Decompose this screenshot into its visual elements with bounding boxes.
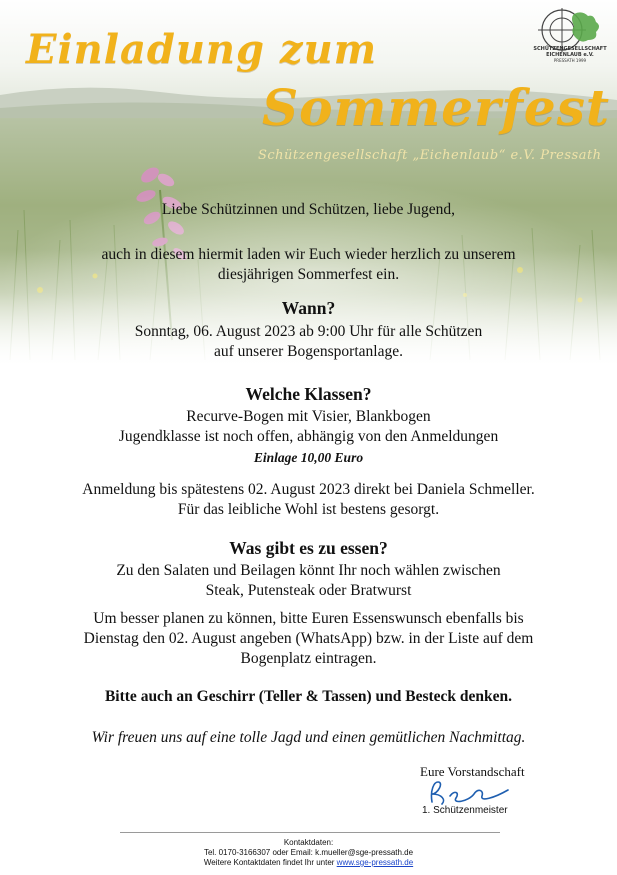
title-line-2: Sommerfest — [262, 78, 610, 137]
logo-line-3: PRESSATH 1999 — [553, 58, 587, 63]
contact-line-2-prefix: Weitere Kontaktdaten findet Ihr unter — [203, 858, 337, 867]
registration-line-2: Für das leibliche Wohl ist bestens gesorgt. — [177, 501, 440, 518]
logo-line-2: EICHENLAUB e.V. — [546, 52, 594, 58]
website-link[interactable]: www.sge-pressath.de — [336, 858, 414, 867]
closing-line: Wir freuen uns auf eine tolle Jagd und einen gemütlichen Nachmittag. — [91, 729, 526, 746]
contact-line-1: Tel. 0170-3166307 oder Email: k.mueller@sge-pressath.de — [203, 848, 414, 857]
club-name: Schützengesellschaft „Eichenlaub“ e.V. Pressath — [258, 148, 602, 163]
registration-line-1: Anmeldung bis spätestens 02. August 2023 direkt bei Daniela Schmeller. — [82, 481, 535, 498]
signature-sender: Eure Vorstandschaft — [420, 764, 525, 779]
food-heading: Was gibt es zu essen? — [229, 538, 388, 558]
intro-line-1: auch in diesem hiermit laden wir Euch wieder herzlich zu unserem — [101, 246, 516, 263]
logo-line-1: SCHÜTZENGESELLSCHAFT — [533, 46, 607, 52]
footer-divider — [120, 832, 500, 833]
entry-fee: Einlage 10,00 Euro — [253, 450, 364, 465]
food-line-2: Steak, Putensteak oder Bratwurst — [205, 582, 412, 599]
when-line-2: auf unserer Bogensportanlage. — [214, 343, 403, 360]
greeting: Liebe Schützinnen und Schützen, liebe Jugend, — [161, 201, 456, 218]
club-logo-text — [528, 46, 612, 63]
when-line-1: Sonntag, 06. August 2023 ab 9:00 Uhr für alle Schützen — [134, 323, 483, 340]
classes-line-1: Recurve-Bogen mit Visier, Blankbogen — [186, 408, 431, 425]
tableware-reminder: Bitte auch an Geschirr (Teller & Tassen) und Besteck denken. — [104, 688, 513, 705]
when-heading: Wann? — [281, 298, 336, 318]
signature-role: 1. Schützenmeister — [422, 805, 508, 816]
food-line-1: Zu den Salaten und Beilagen könnt Ihr noch wählen zwischen — [116, 562, 501, 579]
contact-label: Kontaktdaten: — [283, 838, 334, 847]
food-plan-line-1: Um besser planen zu können, bitte Euren Essenswunsch ebenfalls bis — [93, 610, 524, 627]
contact-line-2 — [0, 858, 617, 867]
intro-line-2: diesjährigen Sommerfest ein. — [217, 266, 400, 283]
food-plan-line-2: Dienstag den 02. August angeben (WhatsApp) bzw. in der Liste auf dem — [83, 630, 534, 647]
classes-line-2: Jugendklasse ist noch offen, abhängig von den Anmeldungen — [118, 428, 499, 445]
handwritten-signature-icon — [424, 776, 514, 808]
classes-heading: Welche Klassen? — [245, 384, 372, 404]
food-plan-line-3: Bogenplatz eintragen. — [240, 650, 377, 667]
title-line-1: Einladung zum — [26, 26, 378, 73]
